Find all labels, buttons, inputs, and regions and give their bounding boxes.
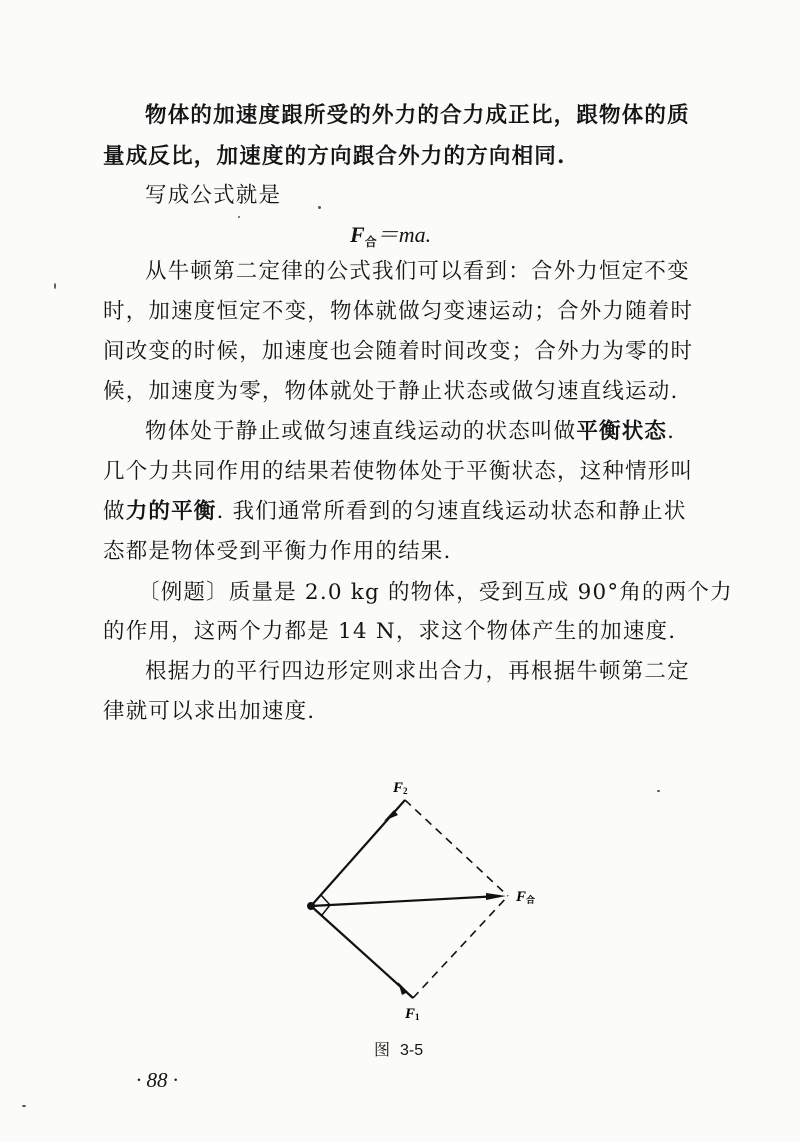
text: 根据力的平行四边形定则求出合力，再根据牛顿第二定 [145, 659, 690, 684]
label-resultant: F合 [516, 889, 536, 905]
scan-speck [54, 283, 56, 289]
scan-speck [318, 206, 321, 209]
text: 物体处于静止或做匀速直线运动的状态叫做 [145, 419, 577, 444]
vector-f1 [311, 906, 413, 998]
formula-lhs: F [350, 222, 365, 247]
text: 从牛顿第二定律的公式我们可以看到：合外力恒定不变 [145, 259, 690, 284]
text: 间改变的时候，加速度也会随着时间改变；合外力为零的时 [103, 339, 694, 364]
text: 写成公式就是 [145, 183, 282, 208]
bold-text: 量成反比，加速度的方向跟合外力的方向相同. [103, 144, 566, 169]
page-number: · 88 · [136, 1068, 178, 1092]
text: . [667, 419, 676, 444]
figure-caption [374, 1037, 423, 1060]
text: 几个力共同作用的结果若使物体处于平衡状态，这种情形叫 [103, 459, 694, 484]
example-text: 〔例题〕质量是 2.0 kg 的物体，受到互成 90°角的两个力 [138, 580, 733, 605]
formula-rhs: ＝ma. [376, 222, 432, 247]
term-force-balance: 力的平衡 [125, 499, 217, 524]
text: . 我们通常所看到的匀速直线运动状态和静止状 [216, 499, 687, 524]
label-f1: F1 [405, 1006, 420, 1022]
term-balance-state: 平衡状态 [576, 419, 668, 444]
origin-point [307, 902, 315, 910]
dashed-edge [413, 896, 508, 998]
scan-speck [238, 216, 240, 218]
text: 态都是物体受到平衡力作用的结果. [103, 539, 452, 564]
caption-prefix: 图 [374, 1040, 401, 1059]
label-f2: F2 [393, 780, 408, 796]
vector-resultant [311, 896, 500, 906]
arrow-resultant-icon [486, 893, 506, 900]
scan-speck [22, 1105, 26, 1107]
formula-sub: 合 [364, 235, 377, 249]
dashed-edge [405, 800, 508, 896]
text: 候，加速度为零，物体就处于静止状态或做匀速直线运动. [103, 379, 679, 404]
bold-text: 物体的加速度跟所受的外力的合力成正比，跟物体的质 [145, 103, 690, 128]
text: 时，加速度恒定不变，物体就做匀变速运动；合外力随着时 [103, 299, 694, 324]
text: 律就可以求出加速度. [103, 699, 316, 724]
example-text: 的作用，这两个力都是 14 N，求这个物体产生的加速度. [103, 619, 677, 644]
text: 做 [103, 499, 126, 524]
scan-speck [657, 790, 660, 792]
caption-number: 3-5 [400, 1042, 424, 1059]
